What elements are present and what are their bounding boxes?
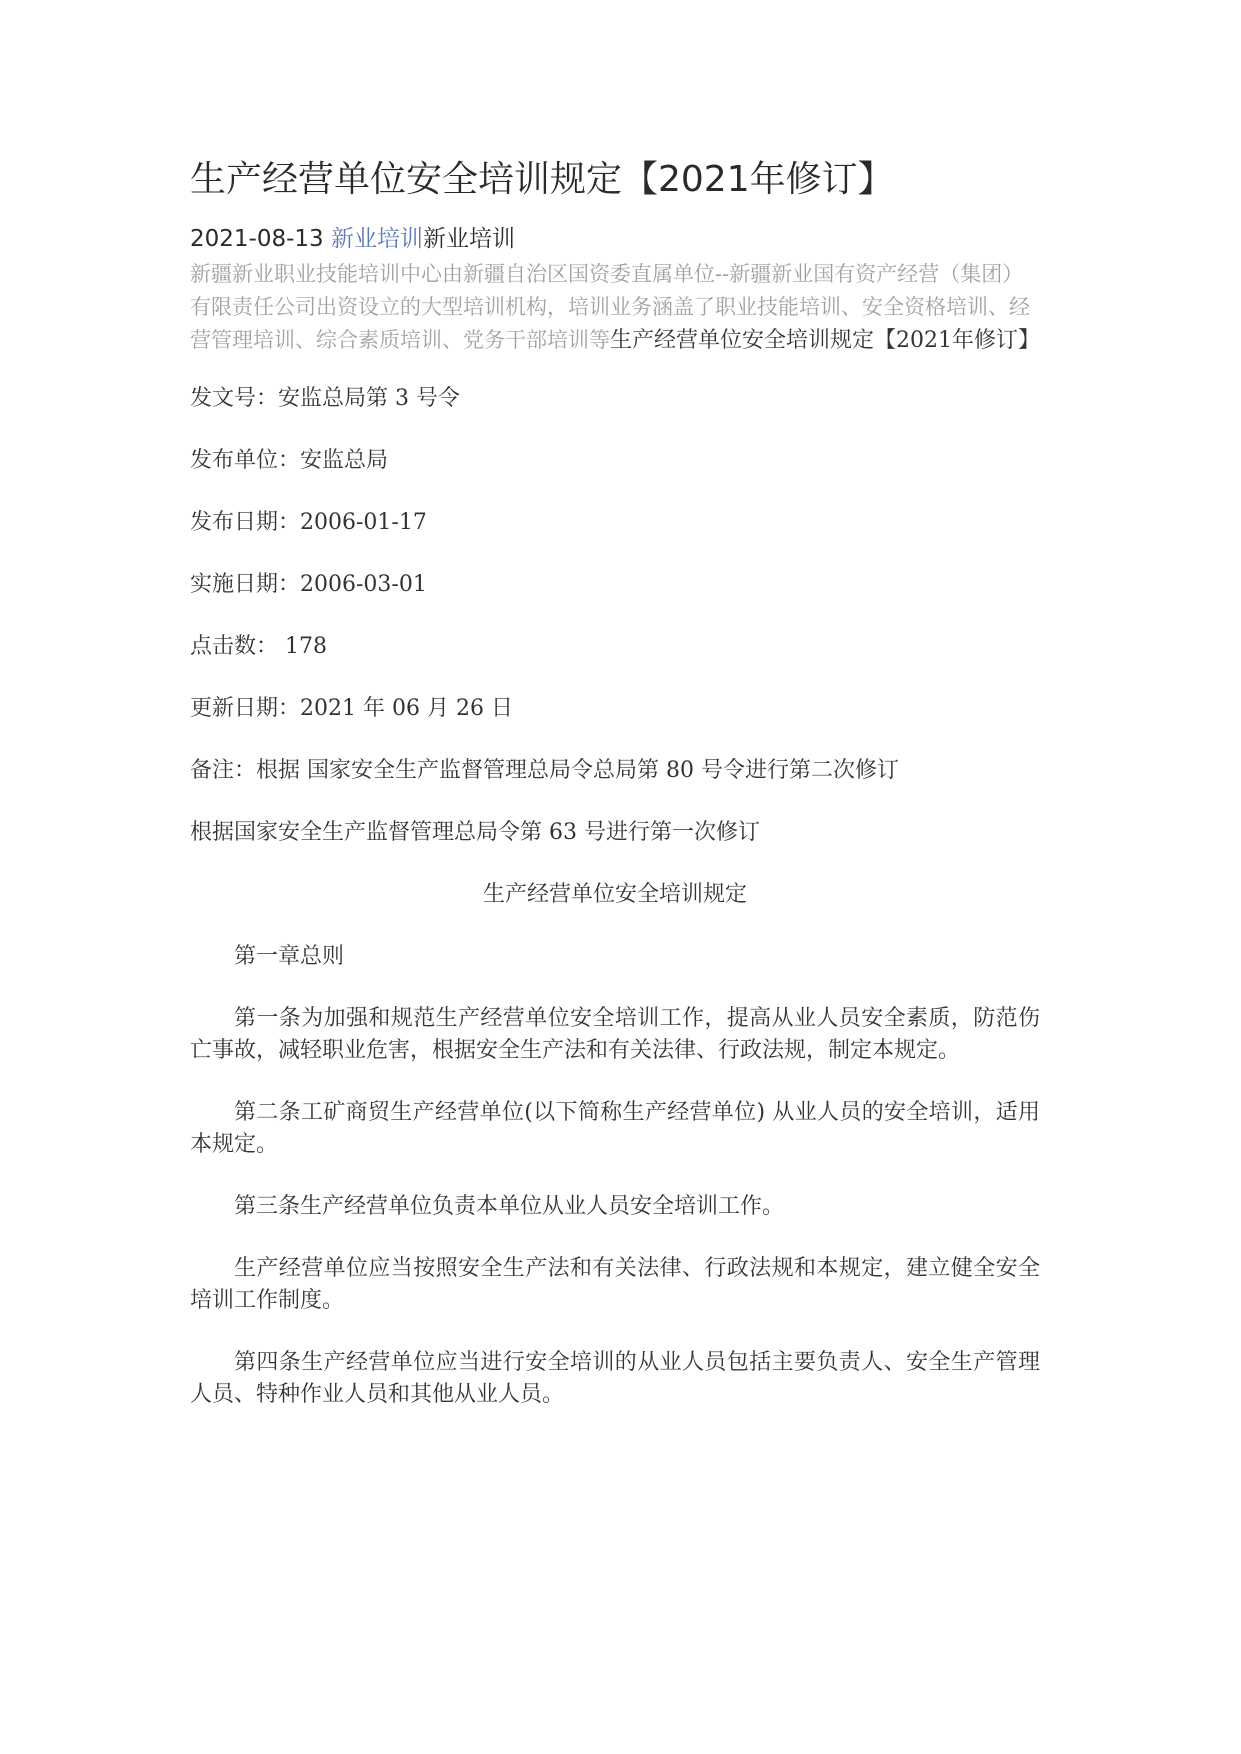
publish-date: 2021-08-13 xyxy=(190,226,324,252)
info-publish-date: 发布日期：2006-01-17 xyxy=(190,510,427,535)
info-remark: 备注：根据 国家安全生产监督管理总局令总局第 80 号令进行第二次修订 xyxy=(190,758,899,783)
article-2: 第二条工矿商贸生产经营单位(以下简称生产经营单位) 从业人员的安全培训，适用本规定。 xyxy=(190,1100,1040,1157)
article-intro xyxy=(190,258,1040,357)
article-title: 生产经营单位安全培训规定【2021年修订】 xyxy=(190,159,894,200)
info-block xyxy=(190,383,1040,849)
intro-description: 新疆新业职业技能培训中心由新疆自治区国资委直属单位--新疆新业国有资产经营（集团）有限责任公司出资设立的大型培训机构，培训业务涵盖了职业技能培训、安全资格培训、经营管理培训、综合素质培训、党务干部培训等 xyxy=(190,262,1030,352)
info-effective-date: 实施日期：2006-03-01 xyxy=(190,572,427,597)
article-body xyxy=(190,152,1040,1411)
info-issuer: 发布单位：安监总局 xyxy=(190,448,389,473)
source-text: 新业培训 xyxy=(422,226,515,252)
article-3: 第三条生产经营单位负责本单位从业人员安全培训工作。 xyxy=(234,1194,785,1219)
info-remark-2: 根据国家安全生产监督管理总局令第 63 号进行第一次修订 xyxy=(190,820,760,845)
source-link[interactable]: 新业培训 xyxy=(330,226,423,252)
intro-title: 生产经营单位安全培训规定【2021年修订】 xyxy=(610,328,1040,353)
info-update-date: 更新日期：2021 年 06 月 26 日 xyxy=(190,696,513,721)
article-meta xyxy=(190,222,1040,256)
info-document-number: 发文号：安监总局第 3 号令 xyxy=(190,386,460,411)
article-3-paragraph-2: 生产经营单位应当按照安全生产法和有关法律、行政法规和本规定，建立健全安全培训工作制度。 xyxy=(190,1256,1040,1313)
article-4: 第四条生产经营单位应当进行安全培训的从业人员包括主要负责人、安全生产管理人员、特种作业人员和其他从业人员。 xyxy=(190,1350,1040,1407)
chapter-heading: 第一章总则 xyxy=(234,944,345,969)
regulation-title: 生产经营单位安全培训规定 xyxy=(482,882,747,907)
article-1: 第一条为加强和规范生产经营单位安全培训工作，提高从业人员安全素质，防范伤亡事故，减轻职业危害，根据安全生产法和有关法律、行政法规，制定本规定。 xyxy=(190,1006,1040,1063)
info-click-count: 点击数： 178 xyxy=(190,634,327,659)
